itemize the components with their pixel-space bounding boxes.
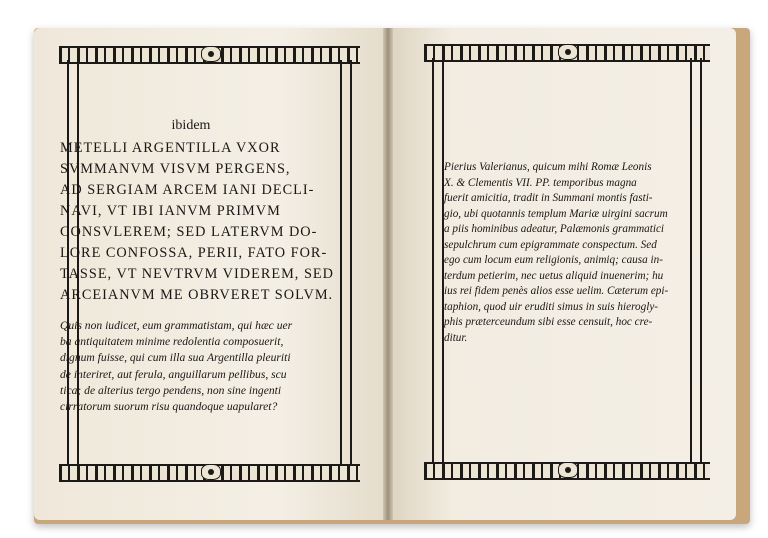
body-line: sepulchrum cum epigrammate conspectum. Sed — [444, 238, 657, 251]
right-frame-left-rule — [432, 58, 444, 466]
left-page-text — [60, 118, 334, 415]
commentary-paragraph — [60, 318, 322, 415]
body-line: a piis hominibus adeatur, Palæmonis grammatici — [444, 223, 665, 235]
right-bottom-ornament-band — [424, 462, 710, 480]
right-page-text — [444, 160, 692, 346]
body-line: gio, ubi quotannis templum Mariæ uirgini sacrum — [444, 207, 668, 220]
inscription-line: CONSVLEREM; SED LATERVM DO- — [60, 224, 318, 240]
left-frame-right-rule — [340, 60, 352, 468]
mask-ornament-icon — [201, 46, 221, 62]
body-line: ius rei fidem penès alios esse uelim. Cæterum epi- — [444, 285, 669, 297]
mask-ornament-icon — [201, 464, 221, 480]
body-line: phis præterceundum sibi esse censuit, hoc cre- — [444, 316, 653, 328]
right-top-ornament-band — [424, 44, 710, 62]
left-bottom-ornament-band — [59, 464, 360, 482]
commentary-line: Quis non iudicet, eum grammatistam, qui hæc uer — [60, 319, 293, 332]
commentary-line: tica; de alterius tergo pendens, non sine ingenti — [60, 383, 282, 397]
inscription-line: ARCEIANVM ME OBRVERET SOLVM. — [60, 287, 334, 303]
mask-ornament-icon — [558, 44, 578, 60]
body-line: ego cum locum eum religionis, animiq; causa in- — [444, 254, 663, 266]
commentary-line: ba antiquitatem minime redolentia composuerit, — [60, 335, 284, 349]
inscription-line: METELLI ARGENTILLA VXOR — [60, 140, 281, 156]
inscription-line: SVMMANVM VISVM PERGENS, — [60, 161, 291, 177]
body-line: terdum petierim, nec uetus aliquid inuenerim; hu — [444, 269, 664, 282]
commentary-line: cirratorum suorum risu quandoque uapularet? — [60, 400, 278, 414]
inscription-line: TASSE, VT NEVTRVM VIDEREM, SED — [60, 266, 334, 282]
body-line: Pierius Valerianus, quicum mihi Romæ Leonis — [444, 161, 652, 173]
body-line: taphion, quod uir eruditi simus in suis hierogly- — [444, 300, 659, 313]
book-gutter — [383, 28, 393, 520]
inscription-line: NAVI, VT IBI IANVM PRIMVM — [60, 203, 281, 219]
mask-ornament-icon — [558, 462, 578, 478]
inscription-line: LORE CONFOSSA, PERII, FATO FOR- — [60, 245, 328, 261]
body-line: X. & Clementis VII. PP. temporibus magna — [444, 176, 637, 189]
commentary-line: dignum fuisse, qui cum illa sua Argentilla pleuriti — [60, 351, 291, 365]
body-line: fuerit amicitia, tradit in Summani montis fasti- — [444, 192, 653, 204]
inscription-line: AD SERGIAM ARCEM IANI DECLI- — [60, 182, 315, 198]
page-heading: ibidem — [171, 118, 211, 133]
left-top-ornament-band — [59, 46, 360, 64]
commentary-line: de interiret, aut ferula, anguillarum pellibus, scu — [60, 367, 287, 381]
body-line: ditur. — [444, 331, 468, 344]
